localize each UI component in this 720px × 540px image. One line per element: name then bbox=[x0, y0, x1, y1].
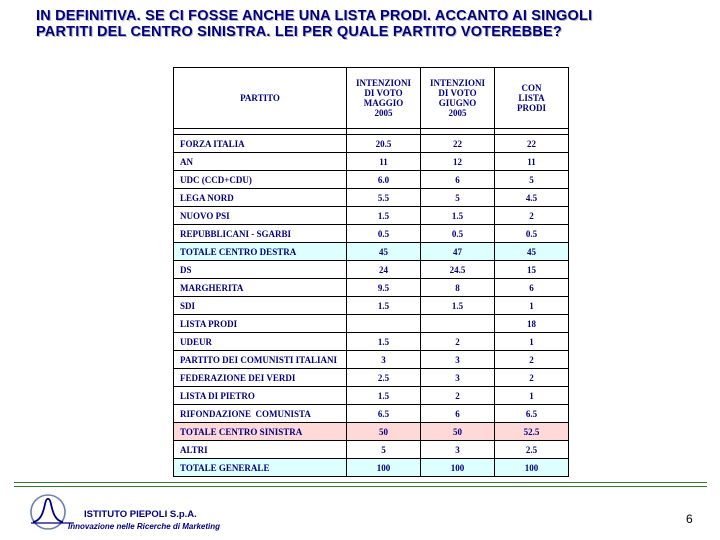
table-row bbox=[174, 279, 569, 297]
table-row bbox=[174, 171, 569, 189]
footer-divider-bottom bbox=[14, 486, 707, 487]
value-june: 6 bbox=[421, 171, 495, 189]
value-june: 50 bbox=[421, 423, 495, 441]
value-prodi: 2 bbox=[495, 369, 569, 387]
value-june: 1.5 bbox=[421, 207, 495, 225]
value-may: 1.5 bbox=[347, 333, 421, 351]
table-row bbox=[174, 369, 569, 387]
party-name: LISTA DI PIETRO bbox=[174, 387, 347, 405]
value-june: 22 bbox=[421, 135, 495, 153]
table-row-total-centre-right bbox=[174, 243, 569, 261]
party-name: AN bbox=[174, 153, 347, 171]
value-may: 1.5 bbox=[347, 207, 421, 225]
value-prodi: 1 bbox=[495, 297, 569, 315]
party-name: RIFONDAZIONE COMUNISTA bbox=[174, 405, 347, 423]
value-may: 11 bbox=[347, 153, 421, 171]
table-row bbox=[174, 315, 569, 333]
value-may: 9.5 bbox=[347, 279, 421, 297]
party-name: ALTRI bbox=[174, 441, 347, 459]
header-may-2005: INTENZIONI DI VOTO MAGGIO 2005 bbox=[347, 68, 421, 129]
party-name: SDI bbox=[174, 297, 347, 315]
value-may: 6.0 bbox=[347, 171, 421, 189]
party-name: REPUBBLICANI - SGARBI bbox=[174, 225, 347, 243]
value-june: 1.5 bbox=[421, 297, 495, 315]
value-june: 3 bbox=[421, 441, 495, 459]
value-june: 100 bbox=[421, 459, 495, 477]
value-may: 45 bbox=[347, 243, 421, 261]
vote-intention-table bbox=[173, 67, 569, 477]
value-june: 12 bbox=[421, 153, 495, 171]
party-name: TOTALE CENTRO DESTRA bbox=[174, 243, 347, 261]
value-prodi: 22 bbox=[495, 135, 569, 153]
value-may: 1.5 bbox=[347, 297, 421, 315]
table-row-total-centre-left bbox=[174, 423, 569, 441]
value-prodi: 45 bbox=[495, 243, 569, 261]
value-prodi: 2 bbox=[495, 351, 569, 369]
table-row bbox=[174, 225, 569, 243]
table-row bbox=[174, 207, 569, 225]
page-title-line-1: IN DEFINITIVA. SE CI FOSSE ANCHE UNA LISTA PRODI. ACCANTO AI SINGOLI bbox=[36, 8, 593, 24]
value-prodi: 2 bbox=[495, 207, 569, 225]
table-row bbox=[174, 153, 569, 171]
value-prodi: 1 bbox=[495, 387, 569, 405]
company-tagline: Innovazione nelle Ricerche di Marketing bbox=[68, 522, 221, 531]
value-june: 5 bbox=[421, 189, 495, 207]
table-row bbox=[174, 351, 569, 369]
party-name: FORZA ITALIA bbox=[174, 135, 347, 153]
value-june: 8 bbox=[421, 279, 495, 297]
value-prodi: 0.5 bbox=[495, 225, 569, 243]
party-name: UDEUR bbox=[174, 333, 347, 351]
party-name: FEDERAZIONE DEI VERDI bbox=[174, 369, 347, 387]
value-may: 5 bbox=[347, 441, 421, 459]
value-may: 1.5 bbox=[347, 387, 421, 405]
value-prodi: 1 bbox=[495, 333, 569, 351]
value-may: 20.5 bbox=[347, 135, 421, 153]
party-name: DS bbox=[174, 261, 347, 279]
party-name: NUOVO PSI bbox=[174, 207, 347, 225]
header-lista-prodi: CON LISTA PRODI bbox=[495, 68, 569, 129]
party-name: TOTALE GENERALE bbox=[174, 459, 347, 477]
party-name: PARTITO DEI COMUNISTI ITALIANI bbox=[174, 351, 347, 369]
table-header-row bbox=[174, 68, 569, 129]
value-may: 0.5 bbox=[347, 225, 421, 243]
table-row bbox=[174, 333, 569, 351]
table-row bbox=[174, 405, 569, 423]
page-number: 6 bbox=[686, 512, 693, 526]
value-may: 24 bbox=[347, 261, 421, 279]
value-may: 3 bbox=[347, 351, 421, 369]
party-name: TOTALE CENTRO SINISTRA bbox=[174, 423, 347, 441]
value-prodi: 18 bbox=[495, 315, 569, 333]
value-prodi: 2.5 bbox=[495, 441, 569, 459]
header-party: PARTITO bbox=[174, 68, 347, 129]
party-name: MARGHERITA bbox=[174, 279, 347, 297]
value-june bbox=[421, 315, 495, 333]
table-row bbox=[174, 297, 569, 315]
value-may: 2.5 bbox=[347, 369, 421, 387]
value-may: 100 bbox=[347, 459, 421, 477]
value-prodi: 52.5 bbox=[495, 423, 569, 441]
value-june: 6 bbox=[421, 405, 495, 423]
value-june: 3 bbox=[421, 351, 495, 369]
value-prodi: 5 bbox=[495, 171, 569, 189]
table-row bbox=[174, 261, 569, 279]
table-row bbox=[174, 387, 569, 405]
value-may: 5.5 bbox=[347, 189, 421, 207]
value-prodi: 15 bbox=[495, 261, 569, 279]
header-june-2005: INTENZIONI DI VOTO GIUGNO 2005 bbox=[421, 68, 495, 129]
value-june: 2 bbox=[421, 387, 495, 405]
value-prodi: 11 bbox=[495, 153, 569, 171]
company-name: ISTITUTO PIEPOLI S.p.A. bbox=[84, 509, 197, 520]
value-june: 2 bbox=[421, 333, 495, 351]
value-prodi: 6.5 bbox=[495, 405, 569, 423]
value-june: 0.5 bbox=[421, 225, 495, 243]
party-name: UDC (CCD+CDU) bbox=[174, 171, 347, 189]
party-name: LISTA PRODI bbox=[174, 315, 347, 333]
value-prodi: 4.5 bbox=[495, 189, 569, 207]
value-june: 47 bbox=[421, 243, 495, 261]
footer-divider-top bbox=[14, 482, 707, 483]
value-may: 50 bbox=[347, 423, 421, 441]
value-prodi: 6 bbox=[495, 279, 569, 297]
table-row bbox=[174, 135, 569, 153]
table-row bbox=[174, 441, 569, 459]
value-june: 3 bbox=[421, 369, 495, 387]
value-may: 6.5 bbox=[347, 405, 421, 423]
value-may bbox=[347, 315, 421, 333]
table-row-total-general bbox=[174, 459, 569, 477]
value-prodi: 100 bbox=[495, 459, 569, 477]
page-title-line-2: PARTITI DEL CENTRO SINISTRA. LEI PER QUALE PARTITO VOTEREBBE? bbox=[36, 24, 562, 40]
page-title bbox=[36, 8, 706, 40]
party-name: LEGA NORD bbox=[174, 189, 347, 207]
table-row bbox=[174, 189, 569, 207]
value-june: 24.5 bbox=[421, 261, 495, 279]
